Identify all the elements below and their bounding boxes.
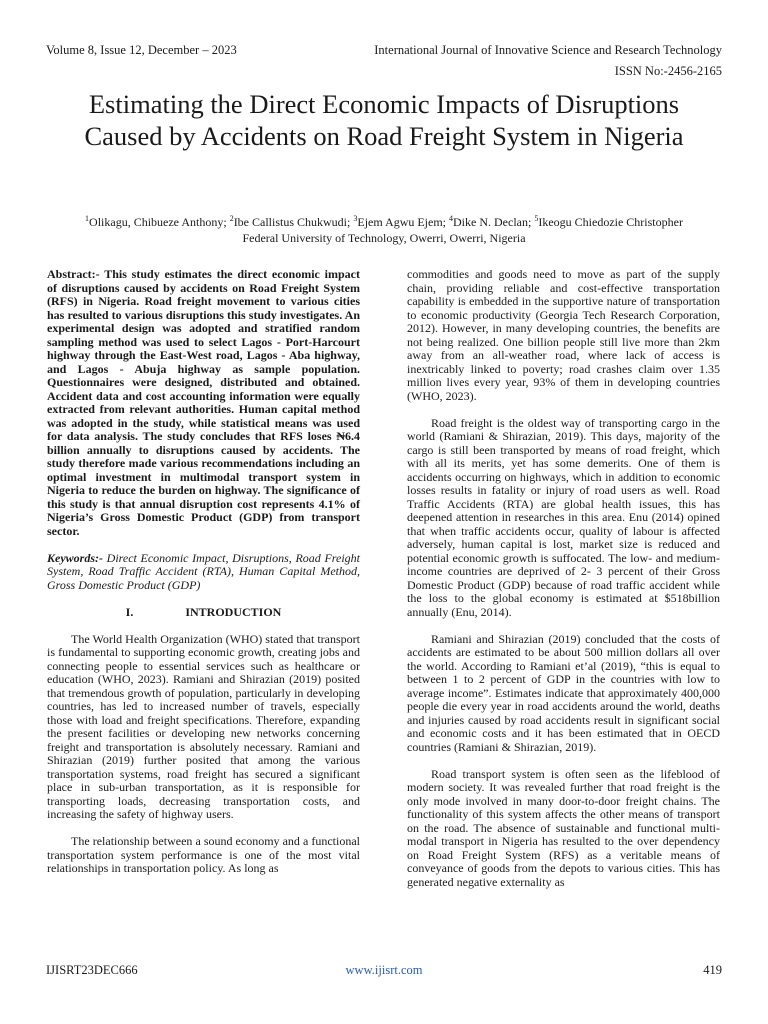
- section-title: INTRODUCTION: [185, 604, 282, 619]
- paragraph: The World Health Organization (WHO) stated that transport is fundamental to supporting economic growth, creating jobs and connecting people to essential services such as healthcare or education (WHO, 2023). Ramiani and Shirazian (2019) posited that tremendous growth of population, particularly in developing countries, has led to increased number of travels, especially those with load and freight specifications. Therefore, expanding the present facilities or developing new networks concerning freight and transportation is absolutely necessary. Ramiani and Shirazian (2019) further posited that among the various transportation systems, road freight has secured a significant place in sub-urban transportation, as it is responsible for transporting loads, decreasing transportation costs, and increasing the safety of highway users.: [47, 631, 360, 821]
- page-number: 419: [703, 963, 722, 977]
- author-name: Ibe Callistus Chukwudi;: [233, 215, 354, 229]
- author-name: Ejem Agwu Ejem;: [357, 215, 450, 229]
- paragraph: Ramiani and Shirazian (2019) concluded that the costs of accidents are estimated to be about 500 million dollars all over the world. According to Ramiani et’al (2019), “this is equal to between 1 to 2 percent of GDP in the countries with low to average income”. Estimates indicate that approximately 400,000 people die every year in road accidents around the world, deaths and injuries caused by road accidents result in significant social and economic costs and it has been estimated that in OECD countries (Ramiani & Shirazian, 2019).: [407, 631, 720, 754]
- paragraph: Road freight is the oldest way of transporting cargo in the world (Ramiani & Shirazian, 2019). This days, majority of the cargo is still been transported by means of road freight, which with all its merits, yet has some demerits. One of them is accidents occurring on highways, which in addition to economic losses results in fatality or injury of road users as well. Road Traffic Accidents (RTA) are global health issues, this has deepened attention in researches in this area. Enu (2014) opined that when traffic accidents occur, quality of labour is affected adversely, human capital is lost, market size is reduced and potential economic growth is suffocated. The low- and medium-income countries are deprived of 2- 3 percent of their Gross Domestic Product (GDP) because of road traffic accident while the loss to the global economy is estimated at $518billion annually (Enu, 2014).: [407, 415, 720, 619]
- author-sup: 1: [85, 214, 90, 223]
- keywords-text: Direct Economic Impact, Disruptions, Road Freight System, Road Traffic Accident (RTA), Human Capital Method, Gross Domestic Product (GDP): [47, 550, 360, 592]
- header-journal: International Journal of Innovative Science and Research Technology: [374, 43, 722, 57]
- paragraph: commodities and goods need to move as part of the supply chain, providing reliable and cost-effective transportation capability is embedded in the supportive nature of transportation to economic productivity (Georgia Tech Research Corporation, 2012). However, in many developing countries, the benefits are not being realized. One billion people still live more than 2km away from an all-weather road, where lack of access is inextricably linked to poverty; road crashes claim over 1.35 million lives every year, 93% of them in developing countries (WHO, 2023).: [407, 267, 720, 403]
- abstract: Abstract:- This study estimates the direct economic impact of disruptions caused by accidents on Road Freight System (RFS) in Nigeria. Road freight movement to various cities has resulted to various disruptions this study investigates. An experimental design was adopted and stratified random sampling method was used to select Lagos - Port-Harcourt highway through the East-West road, Lagos - Aba highway, and Lagos - Abuja highway as sample population. Questionnaires were designed, distributed and obtained. Accident data and cost accounting information were equally extracted from relevant authorities. Human capital method was adopted in the study, while statistical means was used for data analysis. The study concludes that RFS loses ₦6.4 billion annually to disruptions caused by accidents. The study therefore made various recommendations including an optimal investment in multimodal transport system in Nigeria to reduce the burden on highway. The significance of this study is that annual disruption cost represents 4.1% of Nigeria’s Gross Domestic Product (GDP) from transport sector.: [47, 267, 360, 538]
- author-name: Olikagu, Chibueze Anthony;: [89, 215, 230, 229]
- affiliation: Federal University of Technology, Owerri, Owerri, Nigeria: [242, 231, 526, 245]
- left-column: [47, 268, 360, 876]
- author-name: Dike N. Declan;: [453, 215, 535, 229]
- section-heading: [47, 606, 360, 620]
- header-volume: Volume 8, Issue 12, December – 2023: [46, 43, 237, 57]
- section-number: I.: [125, 604, 134, 619]
- keywords: [47, 552, 360, 593]
- author-block: [40, 214, 728, 246]
- author-sup: 2: [229, 214, 234, 223]
- right-column: [407, 268, 720, 889]
- paragraph: The relationship between a sound economy and a functional transportation system performance is one of the most vital relationships in transportation policy. As long as: [47, 834, 360, 875]
- footer-url[interactable]: www.ijisrt.com: [345, 963, 423, 977]
- header-issn: ISSN No:-2456-2165: [614, 64, 722, 78]
- author-sup: 4: [449, 214, 454, 223]
- author-list: [40, 214, 728, 230]
- author-sup: 3: [353, 214, 358, 223]
- paragraph: Road transport system is often seen as the lifeblood of modern society. It was revealed further that road freight is the only mode involved in many door-to-door freight chains. The functionality of this system affects the other means of transport on the road. The absence of sustainable and functional multi-modal transport in Nigeria has resulted to the over dependency on Road Freight System (RFS) as a veritable means of conveyance of goods from the depots to various cities. This has generated negative externality as: [407, 766, 720, 889]
- author-sup: 5: [534, 214, 539, 223]
- keywords-label: Keywords:-: [47, 550, 103, 565]
- paper-title: Estimating the Direct Economic Impacts of Disruptions Caused by Accidents on Road Freight System in Nigeria: [84, 89, 684, 151]
- author-name: Ikeogu Chiedozie Christopher: [538, 215, 683, 229]
- footer-code: IJISRT23DEC666: [46, 963, 138, 977]
